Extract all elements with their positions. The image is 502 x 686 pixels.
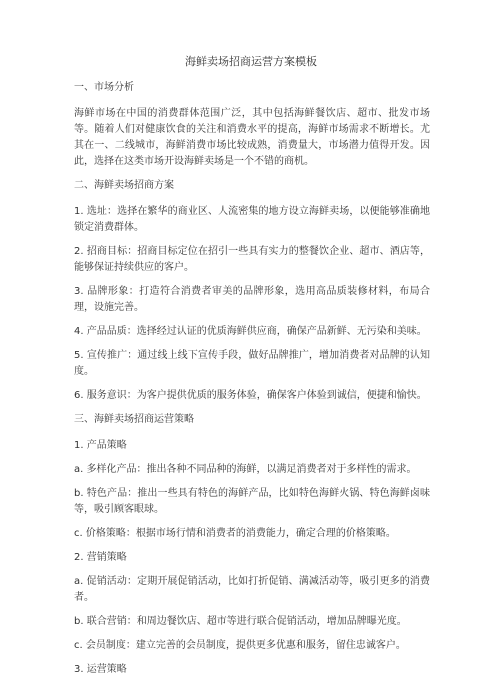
list-item-promotion: 5. 宣传推广：通过线上线下宣传手段，做好品牌推广，增加消费者对品牌的认知度。 — [74, 350, 430, 377]
subheading-operation-strategy: 3. 运营策略 — [74, 664, 127, 675]
document-title: 海鲜卖场招商运营方案模板 — [185, 55, 317, 68]
list-item-membership: c. 会员制度：建立完善的会员制度，提供更多优惠和服务，留住忠诚客户。 — [74, 640, 406, 651]
list-item-pricing-strategy: c. 价格策略：根据市场行情和消费者的消费能力，确定合理的价格策略。 — [74, 528, 396, 539]
list-item-product-quality: 4. 产品品质：选择经过认证的优质海鲜供应商，确保产品新鲜、无污染和美味。 — [74, 326, 427, 337]
subheading-marketing-strategy: 2. 营销策略 — [74, 552, 127, 563]
list-item-promotional-events: a. 促销活动：定期开展促销活动，比如打折促销、满减活动等，吸引更多的消费者。 — [74, 576, 430, 603]
section-heading-market-analysis: 一、市场分析 — [74, 82, 134, 93]
list-item-investment-target: 2. 招商目标：招商目标定位在招引一些具有实力的整餐饮企业、超市、酒店等，能够保证持续供应的客户。 — [74, 246, 430, 273]
list-item-service-awareness: 6. 服务意识：为客户提供优质的服务体验，确保客户体验到诚信，便捷和愉快。 — [74, 390, 427, 401]
list-item-brand-image: 3. 品牌形象：打造符合消费者审美的品牌形象，选用高品质装修材料，布局合理，设施完善。 — [74, 286, 430, 313]
subheading-product-strategy: 1. 产品策略 — [74, 440, 127, 451]
list-item-joint-marketing: b. 联合营销：和周边餐饮店、超市等进行联合促销活动，增加品牌曝光度。 — [74, 616, 407, 627]
section-heading-investment-plan: 二、海鲜卖场招商方案 — [74, 180, 174, 191]
paragraph-market-analysis: 海鲜市场在中国的消费群体范围广泛，其中包括海鲜餐饮店、超市、批发市场等。随着人们对健康饮食的关注和消费水平的提高，海鲜市场需求不断增长。尤其在一、二线城市，海鲜消费市场比较成熟，消费量大，市场潜力值得开发。因此，选择在这类市场开设海鲜卖场是一个不错的商机。 — [74, 108, 430, 167]
list-item-site-selection: 1. 选址：选择在繁华的商业区、人流密集的地方设立海鲜卖场，以便能够准确地锁定消费群体。 — [74, 206, 430, 233]
list-item-featured-products: b. 特色产品：推出一些具有特色的海鲜产品，比如特色海鲜火锅、特色海鲜卤味等，吸引顾客眼球。 — [74, 488, 430, 515]
list-item-diverse-products: a. 多样化产品：推出各种不同品种的海鲜，以满足消费者对于多样性的需求。 — [74, 464, 417, 475]
section-heading-operation-strategy: 三、海鲜卖场招商运营策略 — [74, 414, 194, 425]
document-body — [74, 80, 430, 686]
